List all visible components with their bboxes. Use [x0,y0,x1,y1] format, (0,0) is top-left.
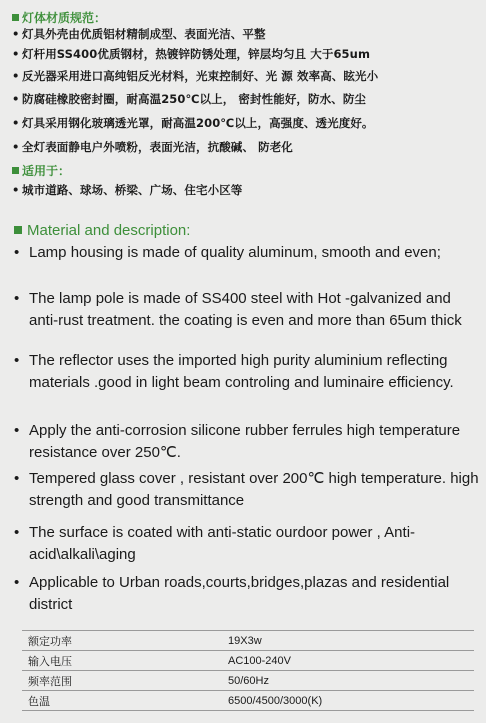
spec-value: AC100-240V [158,651,474,671]
cn-applicable-item: • 城市道路、球场、桥梁、广场、住宅小区等 [12,183,243,197]
square-bullet-icon [14,226,22,234]
en-item: • The surface is coated with anti-static ourdoor power , Anti-acid\alkali\aging [14,524,416,563]
en-item: • The reflector uses the imported high purity aluminium reflecting materials .good in light beam controling and luminaire efficiency. [14,352,454,391]
bullet-icon: • [12,47,20,61]
table-row [22,671,474,691]
bullet-icon: • [12,92,20,106]
bullet-icon: • [12,27,20,41]
spec-label: 额定功率 [22,631,158,651]
cn-item: • 灯具外壳由优质铝材精制成型、表面光洁、平整 [12,27,266,41]
en-item: • Applicable to Urban roads,courts,bridges,plazas and residential district [14,574,450,613]
cn-item: • 反光器采用进口高纯铝反光材料，光束控制好、光 源 效率高、眩光小 [12,69,379,83]
cn-item: • 灯杆用SS400优质钢材，热镀锌防锈处理，锌层均匀且 大于65um [12,47,371,61]
en-item: • The lamp pole is made of SS400 steel with Hot -galvanized and anti-rust treatment. the coating is even and more than 65um thick [14,290,462,329]
bullet-icon: • [14,244,20,261]
cn-applicable-heading: 适用于： [12,162,70,179]
bullet-icon: • [12,183,20,197]
spec-value: 19X3w [158,631,474,651]
bullet-icon: • [14,524,20,541]
spec-label: 频率范围 [22,671,158,691]
spec-value: 50/60Hz [158,671,474,691]
table-row [22,651,474,671]
cn-item: • 全灯表面静电户外喷粉，表面光洁，抗酸碱、 防老化 [12,140,293,154]
bullet-icon: • [14,574,20,591]
bullet-icon: • [12,116,20,130]
square-bullet-icon [12,167,19,174]
cn-material-heading: 灯体材质规范： [12,9,106,26]
table-row [22,631,474,651]
bullet-icon: • [12,140,20,154]
cn-item: • 防腐硅橡胶密封圈，耐高温250℃以上， 密封性能好，防水、防尘 [12,92,367,106]
spec-value: 6500/4500/3000(K) [158,691,474,711]
spec-label: 色温 [22,691,158,711]
spec-table [22,630,474,711]
bullet-icon: • [14,470,20,487]
bullet-icon: • [14,422,20,439]
bullet-icon: • [14,290,20,307]
cn-item: • 灯具采用钢化玻璃透光罩，耐高温200℃以上，高强度、透光度好。 [12,116,374,130]
spec-label: 输入电压 [22,651,158,671]
en-material-heading: Material and description: [14,222,190,239]
en-item: • Lamp housing is made of quality aluminum, smooth and even; [14,242,480,264]
table-row [22,691,474,711]
bullet-icon: • [12,69,20,83]
square-bullet-icon [12,14,19,21]
en-item: • Apply the anti-corrosion silicone rubber ferrules high temperature resistance over 250℃. [14,422,461,461]
en-item: • Tempered glass cover , resistant over 200℃ high temperature. high strength and good transmittance [14,470,479,509]
bullet-icon: • [14,352,20,369]
